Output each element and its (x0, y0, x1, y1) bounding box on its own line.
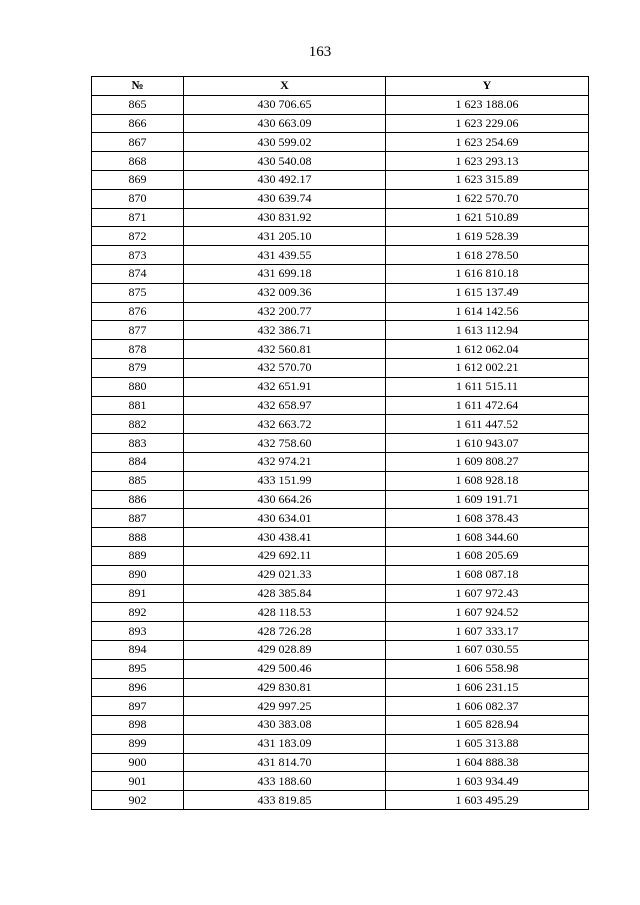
cell-number: 872 (92, 227, 184, 246)
cell-x: 433 819.85 (184, 791, 386, 810)
cell-number: 865 (92, 95, 184, 114)
cell-x: 430 540.08 (184, 152, 386, 171)
cell-y: 1 610 943.07 (386, 434, 589, 453)
cell-number: 884 (92, 452, 184, 471)
cell-x: 429 021.33 (184, 565, 386, 584)
cell-y: 1 606 082.37 (386, 697, 589, 716)
cell-y: 1 611 472.64 (386, 396, 589, 415)
table-row (92, 452, 589, 471)
cell-y: 1 623 254.69 (386, 133, 589, 152)
cell-y: 1 605 828.94 (386, 716, 589, 735)
cell-x: 430 492.17 (184, 170, 386, 189)
cell-number: 897 (92, 697, 184, 716)
cell-y: 1 623 293.13 (386, 152, 589, 171)
cell-x: 431 814.70 (184, 753, 386, 772)
cell-number: 868 (92, 152, 184, 171)
cell-y: 1 623 229.06 (386, 114, 589, 133)
cell-x: 430 383.08 (184, 716, 386, 735)
cell-y: 1 621 510.89 (386, 208, 589, 227)
cell-number: 896 (92, 678, 184, 697)
table-row (92, 678, 589, 697)
header-x: X (184, 77, 386, 96)
cell-y: 1 609 808.27 (386, 452, 589, 471)
cell-y: 1 614 142.56 (386, 302, 589, 321)
cell-number: 893 (92, 622, 184, 641)
cell-number: 881 (92, 396, 184, 415)
cell-x: 432 200.77 (184, 302, 386, 321)
cell-x: 432 651.91 (184, 377, 386, 396)
cell-x: 430 634.01 (184, 509, 386, 528)
cell-number: 870 (92, 189, 184, 208)
cell-y: 1 612 002.21 (386, 358, 589, 377)
cell-y: 1 613 112.94 (386, 321, 589, 340)
cell-x: 431 205.10 (184, 227, 386, 246)
cell-y: 1 607 333.17 (386, 622, 589, 641)
cell-x: 430 639.74 (184, 189, 386, 208)
cell-number: 878 (92, 340, 184, 359)
table-row (92, 546, 589, 565)
cell-number: 887 (92, 509, 184, 528)
cell-y: 1 616 810.18 (386, 264, 589, 283)
cell-x: 429 692.11 (184, 546, 386, 565)
cell-number: 873 (92, 246, 184, 265)
cell-x: 428 726.28 (184, 622, 386, 641)
cell-number: 871 (92, 208, 184, 227)
table-row (92, 321, 589, 340)
cell-number: 888 (92, 528, 184, 547)
cell-y: 1 618 278.50 (386, 246, 589, 265)
cell-x: 429 500.46 (184, 659, 386, 678)
cell-y: 1 619 528.39 (386, 227, 589, 246)
cell-number: 866 (92, 114, 184, 133)
table-row (92, 622, 589, 641)
cell-x: 429 028.89 (184, 640, 386, 659)
table-row (92, 753, 589, 772)
cell-x: 432 658.97 (184, 396, 386, 415)
cell-y: 1 607 972.43 (386, 584, 589, 603)
cell-number: 901 (92, 772, 184, 791)
cell-number: 882 (92, 415, 184, 434)
cell-number: 875 (92, 283, 184, 302)
page-number: 163 (308, 44, 332, 60)
table-body (92, 95, 589, 809)
cell-y: 1 608 378.43 (386, 509, 589, 528)
cell-number: 886 (92, 490, 184, 509)
table-row (92, 434, 589, 453)
table-row (92, 584, 589, 603)
cell-number: 898 (92, 716, 184, 735)
cell-y: 1 603 934.49 (386, 772, 589, 791)
cell-y: 1 603 495.29 (386, 791, 589, 810)
cell-x: 430 663.09 (184, 114, 386, 133)
cell-number: 867 (92, 133, 184, 152)
cell-number: 877 (92, 321, 184, 340)
table-row (92, 509, 589, 528)
cell-number: 876 (92, 302, 184, 321)
table-row (92, 471, 589, 490)
cell-x: 432 974.21 (184, 452, 386, 471)
cell-number: 889 (92, 546, 184, 565)
cell-number: 885 (92, 471, 184, 490)
cell-x: 433 151.99 (184, 471, 386, 490)
table-row (92, 302, 589, 321)
header-y: Y (386, 77, 589, 96)
table-row (92, 208, 589, 227)
table-row (92, 340, 589, 359)
table-row (92, 246, 589, 265)
cell-y: 1 606 558.98 (386, 659, 589, 678)
table-row (92, 264, 589, 283)
table-row (92, 697, 589, 716)
table-row (92, 772, 589, 791)
cell-y: 1 608 087.18 (386, 565, 589, 584)
cell-x: 432 663.72 (184, 415, 386, 434)
header-number: № (92, 77, 184, 96)
table-row (92, 133, 589, 152)
cell-x: 431 183.09 (184, 734, 386, 753)
cell-x: 428 118.53 (184, 603, 386, 622)
cell-x: 432 009.36 (184, 283, 386, 302)
cell-number: 900 (92, 753, 184, 772)
table-row (92, 114, 589, 133)
cell-x: 429 830.81 (184, 678, 386, 697)
cell-x: 430 706.65 (184, 95, 386, 114)
cell-number: 894 (92, 640, 184, 659)
table-row (92, 189, 589, 208)
cell-number: 902 (92, 791, 184, 810)
cell-x: 432 560.81 (184, 340, 386, 359)
cell-x: 432 386.71 (184, 321, 386, 340)
table-row (92, 227, 589, 246)
cell-x: 432 570.70 (184, 358, 386, 377)
cell-x: 430 438.41 (184, 528, 386, 547)
table-header-row (92, 77, 589, 96)
cell-y: 1 623 315.89 (386, 170, 589, 189)
cell-number: 879 (92, 358, 184, 377)
cell-number: 895 (92, 659, 184, 678)
table-row (92, 152, 589, 171)
table-row (92, 603, 589, 622)
cell-y: 1 607 924.52 (386, 603, 589, 622)
table-row (92, 396, 589, 415)
table-row (92, 528, 589, 547)
table-row (92, 283, 589, 302)
cell-x: 431 699.18 (184, 264, 386, 283)
cell-number: 890 (92, 565, 184, 584)
cell-number: 883 (92, 434, 184, 453)
table-row (92, 791, 589, 810)
cell-y: 1 611 447.52 (386, 415, 589, 434)
cell-x: 431 439.55 (184, 246, 386, 265)
cell-y: 1 615 137.49 (386, 283, 589, 302)
cell-number: 892 (92, 603, 184, 622)
cell-x: 433 188.60 (184, 772, 386, 791)
cell-y: 1 608 928.18 (386, 471, 589, 490)
table-row (92, 565, 589, 584)
cell-number: 880 (92, 377, 184, 396)
cell-y: 1 605 313.88 (386, 734, 589, 753)
cell-x: 428 385.84 (184, 584, 386, 603)
table-row (92, 716, 589, 735)
cell-x: 430 664.26 (184, 490, 386, 509)
table-row (92, 170, 589, 189)
table-row (92, 377, 589, 396)
cell-y: 1 608 205.69 (386, 546, 589, 565)
table-row (92, 358, 589, 377)
cell-y: 1 612 062.04 (386, 340, 589, 359)
coordinates-table (91, 76, 589, 810)
cell-number: 874 (92, 264, 184, 283)
cell-y: 1 604 888.38 (386, 753, 589, 772)
cell-x: 432 758.60 (184, 434, 386, 453)
cell-y: 1 606 231.15 (386, 678, 589, 697)
cell-y: 1 608 344.60 (386, 528, 589, 547)
cell-y: 1 622 570.70 (386, 189, 589, 208)
cell-y: 1 623 188.06 (386, 95, 589, 114)
table-row (92, 659, 589, 678)
cell-y: 1 609 191.71 (386, 490, 589, 509)
cell-x: 430 831.92 (184, 208, 386, 227)
table-row (92, 95, 589, 114)
table-row (92, 734, 589, 753)
cell-number: 891 (92, 584, 184, 603)
cell-number: 899 (92, 734, 184, 753)
table-row (92, 415, 589, 434)
cell-x: 429 997.25 (184, 697, 386, 716)
cell-y: 1 607 030.55 (386, 640, 589, 659)
cell-number: 869 (92, 170, 184, 189)
table-row (92, 640, 589, 659)
cell-y: 1 611 515.11 (386, 377, 589, 396)
table-row (92, 490, 589, 509)
cell-x: 430 599.02 (184, 133, 386, 152)
